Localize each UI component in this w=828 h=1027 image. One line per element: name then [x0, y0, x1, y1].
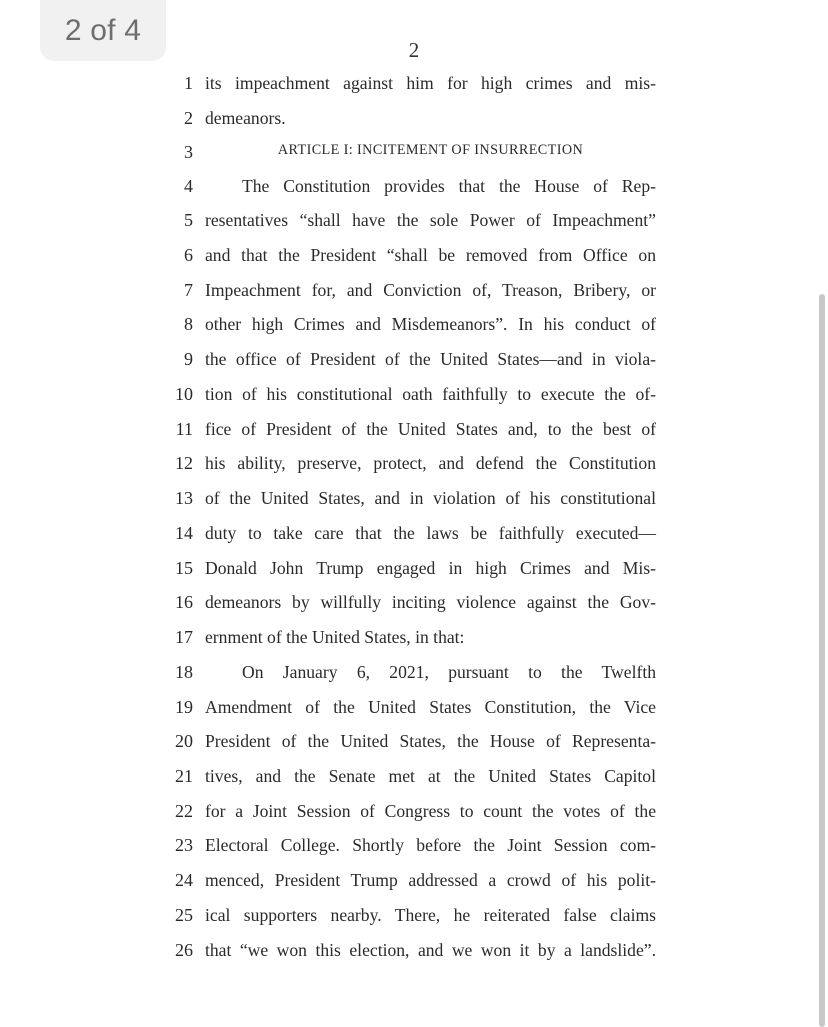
line-number: 2 [184, 108, 193, 128]
line-number: 1 [184, 73, 193, 93]
line-number: 11 [175, 419, 193, 439]
line-text: President of the United States, the House of Representa- [205, 731, 656, 751]
doc-line [0, 453, 828, 483]
line-number: 22 [175, 801, 193, 821]
line-number: 12 [175, 453, 193, 473]
doc-line [0, 697, 828, 727]
page-indicator: 2 of 4 [40, 0, 166, 61]
doc-line [0, 627, 828, 657]
line-number: 24 [175, 870, 193, 890]
scrollbar-thumb[interactable] [819, 294, 825, 1027]
line-text: Electoral College. Shortly before the Joint Session com- [205, 835, 656, 855]
doc-line [0, 176, 828, 206]
line-text: resentatives “shall have the sole Power of Impeachment” [205, 210, 656, 230]
doc-line [0, 801, 828, 831]
line-text: menced, President Trump addressed a crowd of his polit- [205, 870, 656, 890]
line-number: 17 [175, 627, 193, 647]
page-number: 2 [408, 38, 420, 62]
line-text: demeanors. [205, 108, 286, 128]
doc-line [0, 349, 828, 379]
line-number: 10 [175, 384, 193, 404]
doc-line [0, 384, 828, 414]
line-text: that “we won this election, and we won it by a landslide”. [205, 940, 656, 960]
scrollbar[interactable] [814, 0, 828, 1027]
line-text: fice of President of the United States and, to the best of [205, 419, 656, 439]
line-number: 5 [184, 210, 193, 230]
doc-line [0, 488, 828, 518]
line-text: The Constitution provides that the House of Rep- [242, 176, 656, 196]
line-text: Donald John Trump engaged in high Crimes and Mis- [205, 558, 656, 578]
line-number: 20 [175, 731, 193, 751]
doc-line [0, 523, 828, 553]
doc-line [0, 108, 828, 138]
line-number: 9 [184, 349, 193, 369]
doc-line [0, 245, 828, 275]
doc-line [0, 73, 828, 103]
doc-line [0, 662, 828, 692]
line-number: 3 [184, 142, 193, 162]
line-number: 6 [184, 245, 193, 265]
article-heading: ARTICLE I: INCITEMENT OF INSURRECTION [277, 142, 584, 158]
line-text: Amendment of the United States Constitution, the Vice [205, 697, 656, 717]
line-number: 4 [184, 176, 193, 196]
line-text: demeanors by willfully inciting violence against the Gov- [205, 592, 656, 612]
doc-line [0, 731, 828, 761]
line-text: the office of President of the United States—and in viola- [205, 349, 656, 369]
line-text: other high Crimes and Misdemeanors”. In his conduct of [205, 314, 656, 334]
line-text: Impeachment for, and Conviction of, Treason, Bribery, or [205, 280, 656, 300]
line-text: his ability, preserve, protect, and defend the Constitution [205, 453, 656, 473]
line-text: ical supporters nearby. There, he reiterated false claims [205, 905, 656, 925]
line-number: 26 [175, 940, 193, 960]
line-text: and that the President “shall be removed from Office on [205, 245, 656, 265]
line-number: 25 [175, 905, 193, 925]
line-number: 16 [175, 592, 193, 612]
line-number: 15 [175, 558, 193, 578]
doc-line [0, 835, 828, 865]
line-number: 23 [175, 835, 193, 855]
line-number: 21 [175, 766, 193, 786]
line-text: tion of his constitutional oath faithfully to execute the of- [205, 384, 656, 404]
line-number: 8 [184, 314, 193, 334]
line-text: duty to take care that the laws be faithfully executed— [205, 523, 656, 543]
doc-line [0, 940, 828, 970]
line-number: 18 [175, 662, 193, 682]
line-number: 7 [184, 280, 193, 300]
line-text: ernment of the United States, in that: [205, 627, 465, 647]
doc-line [0, 419, 828, 449]
doc-line [0, 314, 828, 344]
line-text: On January 6, 2021, pursuant to the Twelfth [242, 662, 656, 682]
line-number: 13 [175, 488, 193, 508]
line-text: its impeachment against him for high crimes and mis- [205, 73, 656, 93]
doc-line [0, 280, 828, 310]
doc-line [0, 766, 828, 796]
line-text: tives, and the Senate met at the United States Capitol [205, 766, 656, 786]
line-number: 19 [175, 697, 193, 717]
doc-line [0, 142, 828, 172]
doc-line [0, 592, 828, 622]
line-text: of the United States, and in violation of his constitutional [205, 488, 656, 508]
doc-line [0, 905, 828, 935]
doc-line [0, 558, 828, 588]
doc-line [0, 210, 828, 240]
doc-line [0, 870, 828, 900]
line-number: 14 [175, 523, 193, 543]
line-text: for a Joint Session of Congress to count the votes of the [205, 801, 656, 821]
